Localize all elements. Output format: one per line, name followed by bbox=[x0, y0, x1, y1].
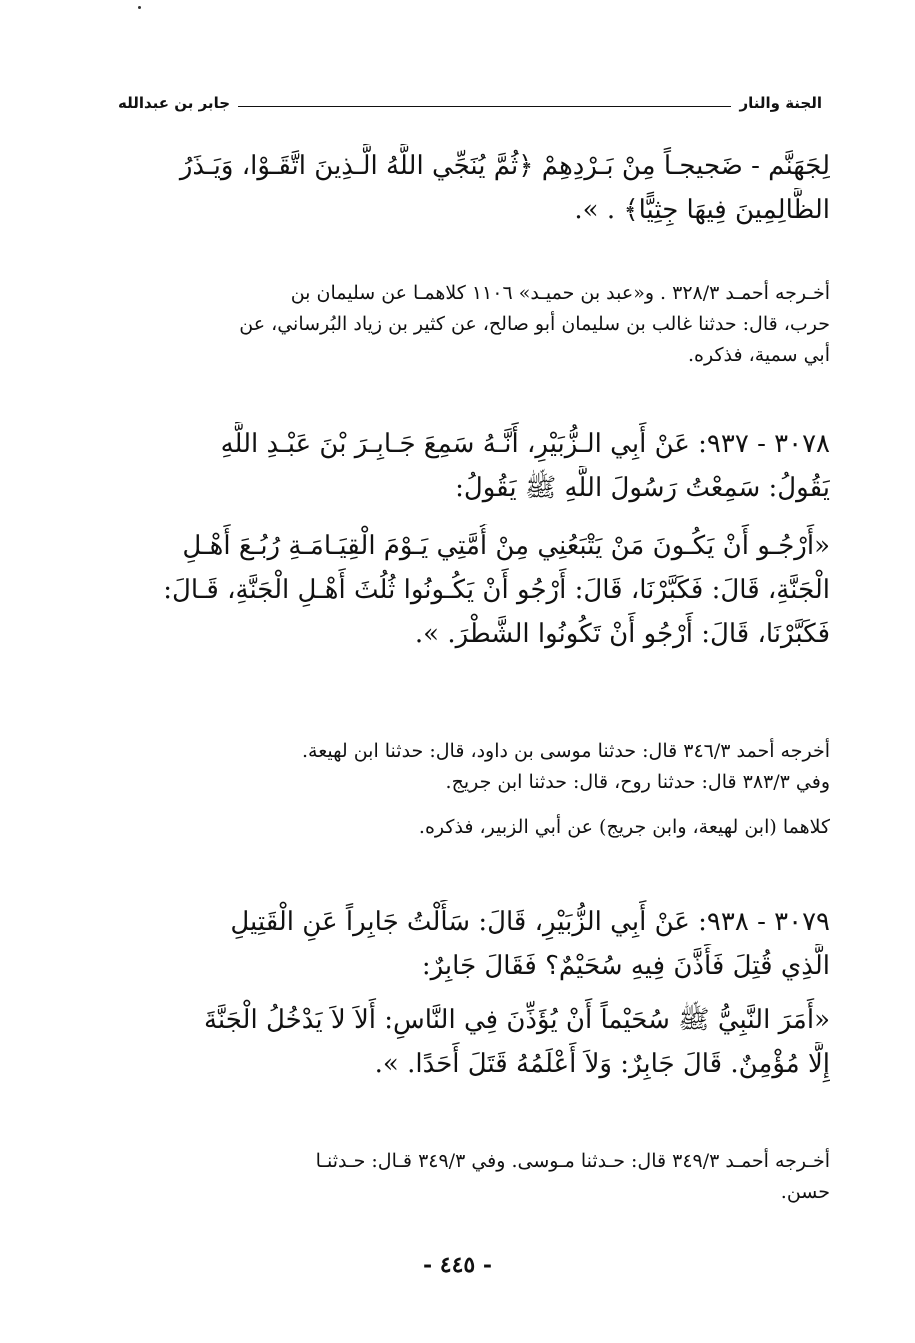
header-rule bbox=[238, 106, 731, 107]
hadith-3079 bbox=[118, 900, 830, 1086]
running-header bbox=[118, 88, 822, 118]
hadith-3078 bbox=[118, 422, 830, 656]
takhrij-line: كلاهما (ابن لهيعة، وابن جريج) عن أبي الزبير، فذكره. bbox=[418, 816, 830, 838]
hadith-line: الْجَنَّةِ، قَالَ: فَكَبَّرْنَا، قَالَ: أَرْجُو أَنْ يَكُـونُوا ثُلُثَ أَهْـلِ الْجَنَّةِ، قَـالَ: bbox=[163, 575, 830, 605]
page-number: - ٤٤٥ - bbox=[422, 1252, 493, 1278]
hadith-line: فَكَبَّرْنَا، قَالَ: أَرْجُو أَنْ تَكُونُوا الشَّطْرَ. ». bbox=[414, 619, 830, 649]
scan-speck bbox=[138, 6, 141, 9]
takhrij-paragraph-3 bbox=[118, 1146, 830, 1208]
header-section-title: الجنة والنار bbox=[739, 94, 822, 112]
hadith-line: ٣٠٧٩ - ٩٣٨: عَنْ أَبِي الزُّبَيْرِ، قَالَ: سَأَلْتُ جَابِراً عَنِ الْقَتِيلِ bbox=[230, 907, 830, 937]
hadith-line: يَقُولُ: سَمِعْتُ رَسُولَ اللَّهِ ﷺ يَقُولُ: bbox=[455, 473, 830, 503]
header-companion-name: جابر بن عبدالله bbox=[118, 94, 231, 112]
takhrij-line: أبي سمية، فذكره. bbox=[687, 344, 830, 366]
hadith-line: «أَمَرَ النَّبِيُّ ﷺ سُحَيْماً أَنْ يُؤَذِّنَ فِي النَّاسِ: أَلاَ لاَ يَدْخُلُ الْجَنَّةَ bbox=[203, 1005, 830, 1035]
takhrij-line: وفي ٣٨٣/٣ قال: حدثنا روح، قال: حدثنا ابن جريج. bbox=[445, 771, 830, 793]
hadith-line: «أَرْجُـو أَنْ يَكُـونَ مَنْ يَتْبَعُنِي مِنْ أُمَّتِي يَـوْمَ الْقِيَـامَـةِ رُبُـعَ أَهْـلِ bbox=[182, 531, 830, 561]
takhrij-line: حسن. bbox=[780, 1181, 830, 1203]
takhrij-line: أخـرجه أحمـد ٣٤٩/٣ قال: حـدثنا مـوسى. وفي ٣٤٩/٣ قـال: حـدثنـا bbox=[315, 1150, 830, 1172]
intro-hadith bbox=[118, 144, 830, 232]
takhrij-paragraph-2 bbox=[118, 736, 830, 843]
hadith-line: لِجَهَنَّم - ضَجيجـاً مِنْ بَـرْدِهِمْ ﴿ثُمَّ يُنَجِّي اللَّهُ الَّـذِينَ اتَّقَـوْا، وَيَـذَرُ bbox=[179, 151, 830, 181]
takhrij-line: أخرجه أحمد ٣٤٦/٣ قال: حدثنا موسى بن داود، قال: حدثنا ابن لهيعة. bbox=[301, 740, 830, 762]
hadith-line: الَّذِي قُتِلَ فَأَذَّنَ فِيهِ سُحَيْمٌ؟ فَقَالَ جَابِرٌ: bbox=[421, 951, 830, 981]
takhrij-line: أخـرجه أحمـد ٣٢٨/٣ . و«عبد بن حميـد» ١١٠٦ كلاهمـا عن سليمان بن bbox=[290, 282, 830, 304]
takhrij-line: حرب، قال: حدثنا غالب بن سليمان أبو صالح، عن كثير بن زياد البُرساني، عن bbox=[239, 313, 830, 335]
hadith-line: الظَّالِمِينَ فِيهَا جِثِيًّا﴾ . ». bbox=[574, 195, 830, 225]
hadith-line: إِلَّا مُؤْمِنٌ. قَالَ جَابِرٌ: وَلاَ أَعْلَمُهُ قَتَلَ أَحَدًا. ». bbox=[374, 1049, 830, 1079]
takhrij-paragraph-1 bbox=[118, 278, 830, 371]
hadith-line: ٣٠٧٨ - ٩٣٧: عَنْ أَبِي الـزُّبَيْرِ، أَنَّـهُ سَمِعَ جَـابِـرَ بْنَ عَبْـدِ اللَّهِ bbox=[220, 429, 830, 459]
